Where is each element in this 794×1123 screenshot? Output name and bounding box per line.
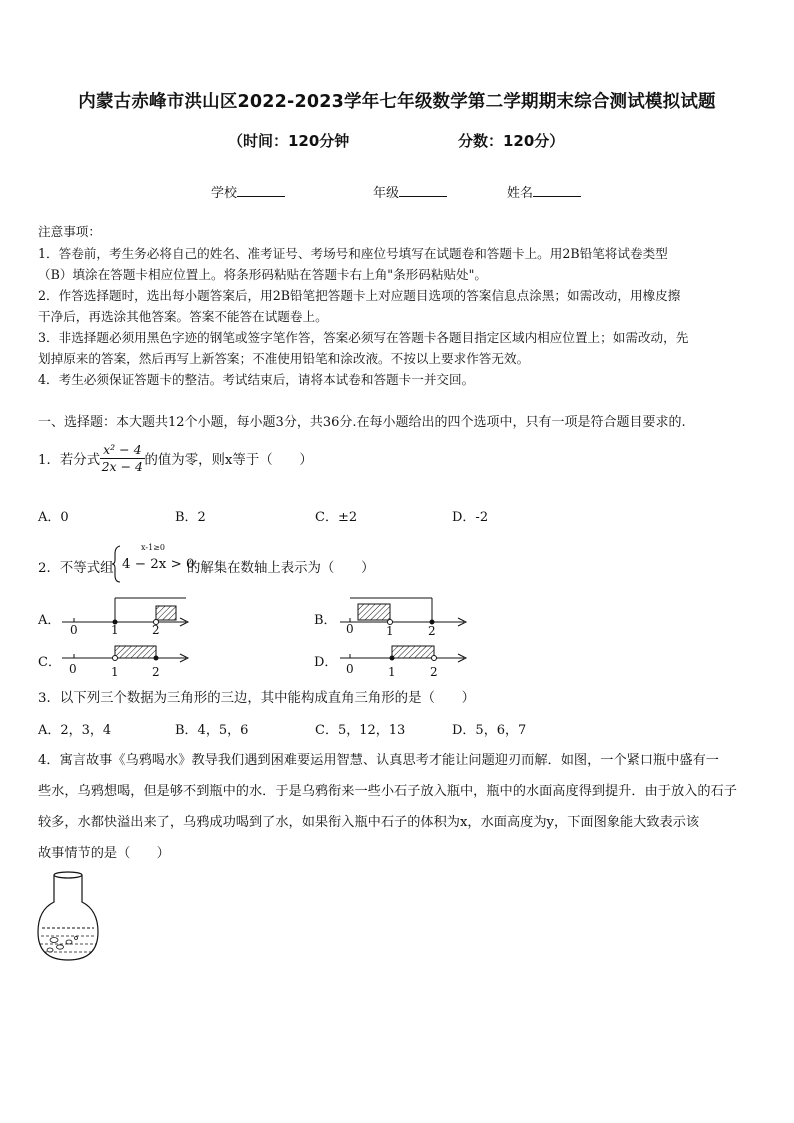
tick-label: 1 bbox=[386, 624, 394, 638]
grade-field bbox=[373, 182, 447, 201]
flask-illustration bbox=[36, 868, 100, 964]
tick-label: 1 bbox=[111, 623, 119, 637]
q2-prefix: 2．不等式组 bbox=[38, 561, 114, 576]
number-line-b bbox=[336, 592, 476, 638]
exam-time: （时间：120分钟 bbox=[228, 132, 350, 150]
notice-line: 3．非选择题必须用黑色字迹的钢笔或签字笔作答，答案必须写在答题卡各题目指定区域内相应位置上；如需改动，先 bbox=[38, 330, 689, 345]
question-1 bbox=[38, 442, 313, 475]
name-blank bbox=[533, 184, 581, 197]
tick-label: 2 bbox=[430, 665, 438, 679]
q1-denominator: 2x − 4 bbox=[101, 459, 143, 474]
notice-line: 4．考生必须保证答题卡的整洁。考试结束后，请将本试卷和答题卡一并交回。 bbox=[38, 372, 475, 387]
school-label: 学校 bbox=[211, 186, 238, 201]
q1-option-d: D．-2 bbox=[452, 510, 489, 525]
q1-fraction bbox=[100, 442, 144, 475]
q1-option-a: A．0 bbox=[38, 510, 69, 525]
grade-label: 年级 bbox=[373, 186, 400, 201]
notice-line: 干净后，再选涂其他答案。答案不能答在试题卷上。 bbox=[38, 309, 328, 324]
notice-line: 1．答卷前，考生务必将自己的姓名、准考证号、考场号和座位号填写在试题卷和答题卡上。用2B铅笔将试卷类型 bbox=[38, 246, 668, 261]
question-4-line: 些水，乌鸦想喝，但是够不到瓶中的水．于是乌鸦衔来一些小石子放入瓶中，瓶中的水面高度得到提升．由于放入的石子 bbox=[38, 784, 737, 799]
section-heading: 一、选择题：本大题共12个小题，每小题3分，共36分.在每小题给出的四个选项中，只有一项是符合题目要求的. bbox=[38, 415, 686, 430]
number-line-c bbox=[58, 640, 198, 672]
q1-option-b: B．2 bbox=[175, 510, 206, 525]
grade-blank bbox=[399, 184, 447, 197]
tick-label: 2 bbox=[152, 665, 160, 679]
q1-option-c: C．±2 bbox=[315, 510, 358, 525]
tick-label: 0 bbox=[346, 662, 354, 676]
q2-system-bottom: 4 − 2x > 0 bbox=[122, 557, 195, 572]
tick-label: 0 bbox=[346, 622, 354, 636]
question-4-line: 较多，水都快溢出来了，乌鸦成功喝到了水，如果衔入瓶中石子的体积为x，水面高度为y，下面图象能大致表示该 bbox=[38, 815, 700, 830]
q2-option-a: A． bbox=[38, 613, 61, 628]
tick-label: 0 bbox=[69, 662, 77, 676]
q3-option-a: A．2，3，4 bbox=[38, 723, 112, 738]
number-line-a bbox=[58, 594, 198, 640]
question-4-line: 4．寓言故事《乌鸦喝水》教导我们遇到困难要运用智慧、认真思考才能让问题迎刃而解．如图，一个紧口瓶中盛有一 bbox=[38, 753, 719, 768]
q2-brace bbox=[112, 544, 122, 584]
q2-option-d: D． bbox=[314, 655, 338, 670]
notice-line: （B）填涂在答题卡相应位置上。将条形码粘贴在答题卡右上角"条形码粘贴处"。 bbox=[38, 267, 488, 282]
q2-option-c: C． bbox=[38, 655, 61, 670]
tick-label: 2 bbox=[152, 623, 160, 637]
notice-line: 2．作答选择题时，选出每小题答案后，用2B铅笔把答题卡上对应题目选项的答案信息点涂黑；如需改动，用橡皮擦 bbox=[38, 288, 681, 303]
number-line-d bbox=[336, 640, 476, 672]
q2-suffix: 的解集在数轴上表示为（ ） bbox=[187, 561, 375, 576]
question-4-line: 故事情节的是（ ） bbox=[38, 846, 170, 861]
q3-option-c: C．5，12，13 bbox=[315, 723, 406, 738]
school-blank bbox=[237, 184, 285, 197]
q3-option-b: B．4，5，6 bbox=[175, 723, 249, 738]
q2-option-b: B． bbox=[314, 613, 337, 628]
question-3: 3．以下列三个数据为三角形的三边，其中能构成直角三角形的是（ ） bbox=[38, 691, 476, 706]
q1-prefix: 1．若分式 bbox=[38, 453, 101, 468]
tick-label: 0 bbox=[70, 623, 78, 637]
q1-suffix: 的值为零，则x等于（ ） bbox=[144, 453, 313, 468]
tick-label: 1 bbox=[111, 665, 119, 679]
tick-label: 2 bbox=[428, 624, 436, 638]
school-field bbox=[211, 182, 285, 201]
name-field bbox=[507, 182, 581, 201]
page-title: 内蒙古赤峰市洪山区2022-2023学年七年级数学第二学期期末综合测试模拟试题 bbox=[78, 92, 716, 112]
name-label: 姓名 bbox=[507, 186, 534, 201]
exam-score: 分数：120分） bbox=[458, 132, 565, 150]
notice-line: 划掉原来的答案，然后再写上新答案；不准使用铅笔和涂改液。不按以上要求作答无效。 bbox=[38, 351, 530, 366]
q3-option-d: D．5，6，7 bbox=[452, 723, 527, 738]
q2-system-top: x-1≥0 bbox=[141, 543, 165, 552]
tick-label: 1 bbox=[388, 665, 396, 679]
q1-numerator: x² − 4 bbox=[100, 442, 144, 459]
notice-heading: 注意事项： bbox=[38, 224, 101, 239]
